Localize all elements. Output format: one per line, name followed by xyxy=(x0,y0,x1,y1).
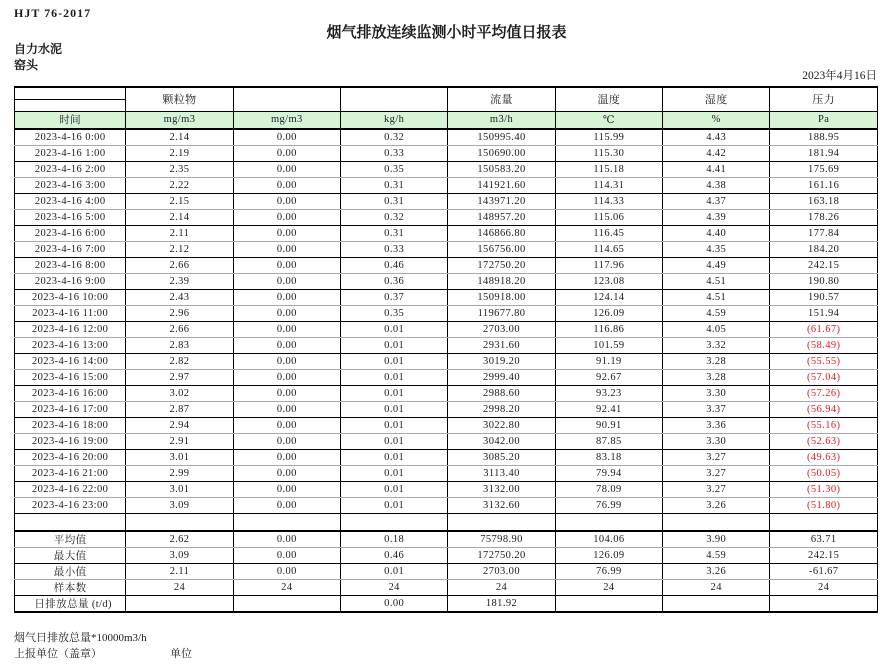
value-cell: 90.91 xyxy=(555,417,662,433)
value-cell: 4.40 xyxy=(663,225,770,241)
value-cell: 146866.80 xyxy=(448,225,555,241)
header-pressure: 压力 xyxy=(770,87,878,111)
value-cell: (57.04) xyxy=(770,369,878,385)
value-cell: (57.26) xyxy=(770,385,878,401)
table-row xyxy=(15,465,878,481)
value-cell: 2999.40 xyxy=(448,369,555,385)
summary-value: 63.71 xyxy=(770,531,878,548)
value-cell: 181.94 xyxy=(770,145,878,161)
value-cell: 114.31 xyxy=(555,177,662,193)
value-cell: (56.94) xyxy=(770,401,878,417)
value-cell: 92.67 xyxy=(555,369,662,385)
value-cell: (58.49) xyxy=(770,337,878,353)
value-cell: 175.69 xyxy=(770,161,878,177)
value-cell: 242.15 xyxy=(770,257,878,273)
table-row xyxy=(15,385,878,401)
value-cell: 3113.40 xyxy=(448,465,555,481)
time-cell: 2023-4-16 1:00 xyxy=(15,145,126,161)
unit-row xyxy=(15,111,878,129)
value-cell: (50.05) xyxy=(770,465,878,481)
time-cell: 2023-4-16 23:00 xyxy=(15,497,126,513)
value-cell: 2.14 xyxy=(126,129,233,145)
table-row xyxy=(15,337,878,353)
summary-value xyxy=(555,596,662,613)
value-cell: 0.00 xyxy=(233,481,340,497)
value-cell: 0.00 xyxy=(233,161,340,177)
value-cell: 2.11 xyxy=(126,225,233,241)
value-cell: 2.96 xyxy=(126,305,233,321)
company-name: 自力水泥 xyxy=(14,42,63,56)
value-cell: 115.18 xyxy=(555,161,662,177)
value-cell: 4.41 xyxy=(663,161,770,177)
time-cell: 2023-4-16 11:00 xyxy=(15,305,126,321)
summary-value: 75798.90 xyxy=(448,531,555,548)
summary-value: 24 xyxy=(770,580,878,596)
unit-mg-m3-1: mg/m3 xyxy=(126,111,233,129)
header-flow: 流量 xyxy=(448,87,555,111)
header-humidity: 湿度 xyxy=(663,87,770,111)
value-cell: 163.18 xyxy=(770,193,878,209)
value-cell: 150583.20 xyxy=(448,161,555,177)
summary-value: 0.01 xyxy=(341,564,448,580)
table-row xyxy=(15,129,878,145)
unit-percent: % xyxy=(663,111,770,129)
time-cell: 2023-4-16 6:00 xyxy=(15,225,126,241)
value-cell: 2931.60 xyxy=(448,337,555,353)
header-blank-top xyxy=(15,87,126,99)
value-cell: (52.63) xyxy=(770,433,878,449)
value-cell: 3.30 xyxy=(663,385,770,401)
time-cell: 2023-4-16 17:00 xyxy=(15,401,126,417)
value-cell: 2.94 xyxy=(126,417,233,433)
time-cell: 2023-4-16 18:00 xyxy=(15,417,126,433)
value-cell: 93.23 xyxy=(555,385,662,401)
value-cell: 190.57 xyxy=(770,289,878,305)
value-cell: 87.85 xyxy=(555,433,662,449)
summary-value: 4.59 xyxy=(663,548,770,564)
time-cell: 2023-4-16 9:00 xyxy=(15,273,126,289)
table-row xyxy=(15,433,878,449)
value-cell: 148918.20 xyxy=(448,273,555,289)
value-cell: 148957.20 xyxy=(448,209,555,225)
value-cell: 3022.80 xyxy=(448,417,555,433)
value-cell: 83.18 xyxy=(555,449,662,465)
value-cell: 124.14 xyxy=(555,289,662,305)
value-cell: 101.59 xyxy=(555,337,662,353)
doc-code: HJT 76-2017 xyxy=(14,6,92,20)
value-cell: 190.80 xyxy=(770,273,878,289)
value-cell: 0.01 xyxy=(341,337,448,353)
value-cell: 4.35 xyxy=(663,241,770,257)
value-cell: 2988.60 xyxy=(448,385,555,401)
value-cell: 76.99 xyxy=(555,497,662,513)
time-cell: 2023-4-16 21:00 xyxy=(15,465,126,481)
value-cell: 0.35 xyxy=(341,161,448,177)
value-cell: 3.02 xyxy=(126,385,233,401)
value-cell: 184.20 xyxy=(770,241,878,257)
report-unit-label: 上报单位（盖章） xyxy=(14,648,102,660)
value-cell: 0.31 xyxy=(341,225,448,241)
value-cell: 2.14 xyxy=(126,209,233,225)
summary-row xyxy=(15,548,878,564)
header-blank-bottom xyxy=(15,99,126,111)
summary-value: 0.18 xyxy=(341,531,448,548)
time-cell: 2023-4-16 5:00 xyxy=(15,209,126,225)
value-cell: 3019.20 xyxy=(448,353,555,369)
value-cell: (61.67) xyxy=(770,321,878,337)
value-cell: 126.09 xyxy=(555,305,662,321)
summary-label: 最小值 xyxy=(15,564,126,580)
summary-value: 3.09 xyxy=(126,548,233,564)
report-table xyxy=(14,86,878,613)
value-cell: 3.26 xyxy=(663,497,770,513)
table-row xyxy=(15,417,878,433)
value-cell: 0.00 xyxy=(233,209,340,225)
value-cell: 151.94 xyxy=(770,305,878,321)
summary-row xyxy=(15,580,878,596)
value-cell: 0.00 xyxy=(233,497,340,513)
summary-value: 0.00 xyxy=(233,564,340,580)
summary-value xyxy=(663,596,770,613)
summary-label: 样本数 xyxy=(15,580,126,596)
summary-value: 24 xyxy=(341,580,448,596)
summary-label: 最大值 xyxy=(15,548,126,564)
table-row xyxy=(15,241,878,257)
table-row xyxy=(15,225,878,241)
value-cell: 0.00 xyxy=(233,225,340,241)
time-cell: 2023-4-16 2:00 xyxy=(15,161,126,177)
value-cell: 3.09 xyxy=(126,497,233,513)
value-cell: 188.95 xyxy=(770,129,878,145)
value-cell: 0.32 xyxy=(341,129,448,145)
summary-value: 181.92 xyxy=(448,596,555,613)
value-cell: 3132.00 xyxy=(448,481,555,497)
value-cell: 2.43 xyxy=(126,289,233,305)
value-cell: 2.91 xyxy=(126,433,233,449)
value-cell: 2.83 xyxy=(126,337,233,353)
table-row xyxy=(15,209,878,225)
value-cell: 0.31 xyxy=(341,193,448,209)
station-name: 窑头 xyxy=(14,58,39,72)
value-cell: 143971.20 xyxy=(448,193,555,209)
value-cell: 3.28 xyxy=(663,369,770,385)
value-cell: 0.32 xyxy=(341,209,448,225)
value-cell: 3.30 xyxy=(663,433,770,449)
value-cell: 2.15 xyxy=(126,193,233,209)
time-cell: 2023-4-16 16:00 xyxy=(15,385,126,401)
value-cell: 4.42 xyxy=(663,145,770,161)
value-cell: 0.00 xyxy=(233,385,340,401)
value-cell: 150918.00 xyxy=(448,289,555,305)
value-cell: 0.00 xyxy=(233,449,340,465)
summary-value: 2703.00 xyxy=(448,564,555,580)
value-cell: 0.00 xyxy=(233,257,340,273)
table-row xyxy=(15,257,878,273)
value-cell: 4.37 xyxy=(663,193,770,209)
value-cell: 91.19 xyxy=(555,353,662,369)
value-cell: 115.06 xyxy=(555,209,662,225)
value-cell: 4.51 xyxy=(663,289,770,305)
value-cell: 0.01 xyxy=(341,369,448,385)
value-cell: 2.12 xyxy=(126,241,233,257)
time-cell: 2023-4-16 12:00 xyxy=(15,321,126,337)
summary-value: 242.15 xyxy=(770,548,878,564)
value-cell: 0.00 xyxy=(233,465,340,481)
value-cell: 119677.80 xyxy=(448,305,555,321)
value-cell: 2.82 xyxy=(126,353,233,369)
value-cell: 2.87 xyxy=(126,401,233,417)
value-cell: 3042.00 xyxy=(448,433,555,449)
value-cell: 0.00 xyxy=(233,321,340,337)
summary-value: 172750.20 xyxy=(448,548,555,564)
value-cell: 0.00 xyxy=(233,433,340,449)
value-cell: 116.86 xyxy=(555,321,662,337)
value-cell: 4.05 xyxy=(663,321,770,337)
value-cell: 2998.20 xyxy=(448,401,555,417)
unit-label: 单位 xyxy=(170,648,192,660)
value-cell: 3.27 xyxy=(663,449,770,465)
value-cell: 3.36 xyxy=(663,417,770,433)
value-cell: 79.94 xyxy=(555,465,662,481)
summary-value: 24 xyxy=(126,580,233,596)
value-cell: 0.01 xyxy=(341,433,448,449)
value-cell: 0.35 xyxy=(341,305,448,321)
value-cell: (49.63) xyxy=(770,449,878,465)
value-cell: 0.00 xyxy=(233,241,340,257)
value-cell: 0.01 xyxy=(341,497,448,513)
header-blank-col3 xyxy=(233,87,340,111)
summary-value: 0.46 xyxy=(341,548,448,564)
summary-value: 24 xyxy=(663,580,770,596)
value-cell: 0.00 xyxy=(233,145,340,161)
value-cell: (51.30) xyxy=(770,481,878,497)
time-cell: 2023-4-16 3:00 xyxy=(15,177,126,193)
value-cell: 0.00 xyxy=(233,337,340,353)
value-cell: 2.22 xyxy=(126,177,233,193)
value-cell: 0.37 xyxy=(341,289,448,305)
value-cell: 3.27 xyxy=(663,465,770,481)
value-cell: 3.01 xyxy=(126,481,233,497)
value-cell: 0.00 xyxy=(233,305,340,321)
summary-value: 24 xyxy=(233,580,340,596)
value-cell: 78.09 xyxy=(555,481,662,497)
value-cell: 2.66 xyxy=(126,321,233,337)
value-cell: 3.37 xyxy=(663,401,770,417)
value-cell: 0.01 xyxy=(341,401,448,417)
time-cell: 2023-4-16 4:00 xyxy=(15,193,126,209)
summary-value xyxy=(770,596,878,613)
header-particulate: 颗粒物 xyxy=(126,87,233,111)
summary-row xyxy=(15,531,878,548)
summary-value: 0.00 xyxy=(233,548,340,564)
value-cell: 123.08 xyxy=(555,273,662,289)
value-cell: 115.30 xyxy=(555,145,662,161)
value-cell: 3.32 xyxy=(663,337,770,353)
value-cell: 117.96 xyxy=(555,257,662,273)
table-row xyxy=(15,289,878,305)
value-cell: 2.99 xyxy=(126,465,233,481)
value-cell: 150995.40 xyxy=(448,129,555,145)
report-date: 2023年4月16日 xyxy=(802,70,877,82)
value-cell: 0.00 xyxy=(233,273,340,289)
value-cell: 156756.00 xyxy=(448,241,555,257)
time-cell: 2023-4-16 0:00 xyxy=(15,129,126,145)
value-cell: 141921.60 xyxy=(448,177,555,193)
value-cell: 0.01 xyxy=(341,417,448,433)
value-cell: 177.84 xyxy=(770,225,878,241)
value-cell: 0.36 xyxy=(341,273,448,289)
value-cell: 3.01 xyxy=(126,449,233,465)
summary-label: 日排放总量 (t/d) xyxy=(15,596,126,613)
table-row xyxy=(15,353,878,369)
value-cell: 0.00 xyxy=(233,369,340,385)
table-row xyxy=(15,193,878,209)
value-cell: 114.65 xyxy=(555,241,662,257)
value-cell: 4.39 xyxy=(663,209,770,225)
time-cell: 2023-4-16 22:00 xyxy=(15,481,126,497)
summary-value: 0.00 xyxy=(233,531,340,548)
time-cell: 2023-4-16 19:00 xyxy=(15,433,126,449)
value-cell: 0.31 xyxy=(341,177,448,193)
value-cell: 0.00 xyxy=(233,401,340,417)
header-blank-col4 xyxy=(341,87,448,111)
summary-value: 24 xyxy=(448,580,555,596)
table-row xyxy=(15,305,878,321)
page-title: 烟气排放连续监测小时平均值日报表 xyxy=(326,25,567,41)
value-cell: 4.49 xyxy=(663,257,770,273)
value-cell: 115.99 xyxy=(555,129,662,145)
value-cell: 0.00 xyxy=(233,193,340,209)
summary-value xyxy=(126,596,233,613)
unit-time: 时间 xyxy=(15,111,126,129)
table-row xyxy=(15,481,878,497)
value-cell: (55.55) xyxy=(770,353,878,369)
unit-kg-h: kg/h xyxy=(341,111,448,129)
value-cell: 0.00 xyxy=(233,129,340,145)
value-cell: 0.00 xyxy=(233,353,340,369)
group-header-row xyxy=(15,87,878,99)
value-cell: 116.45 xyxy=(555,225,662,241)
value-cell: 3085.20 xyxy=(448,449,555,465)
summary-value: 0.00 xyxy=(341,596,448,613)
time-cell: 2023-4-16 7:00 xyxy=(15,241,126,257)
value-cell: (55.16) xyxy=(770,417,878,433)
summary-value: 24 xyxy=(555,580,662,596)
summary-value xyxy=(233,596,340,613)
value-cell: 0.33 xyxy=(341,145,448,161)
value-cell: 3.27 xyxy=(663,481,770,497)
table-row xyxy=(15,369,878,385)
time-cell: 2023-4-16 10:00 xyxy=(15,289,126,305)
value-cell: 2.66 xyxy=(126,257,233,273)
value-cell: 114.33 xyxy=(555,193,662,209)
value-cell: (51.80) xyxy=(770,497,878,513)
footer-note: 烟气日排放总量*10000m3/h xyxy=(14,632,147,644)
value-cell: 150690.00 xyxy=(448,145,555,161)
time-cell: 2023-4-16 20:00 xyxy=(15,449,126,465)
value-cell: 0.01 xyxy=(341,449,448,465)
summary-value: -61.67 xyxy=(770,564,878,580)
summary-value: 104.06 xyxy=(555,531,662,548)
value-cell: 0.01 xyxy=(341,465,448,481)
value-cell: 4.38 xyxy=(663,177,770,193)
time-cell: 2023-4-16 13:00 xyxy=(15,337,126,353)
unit-m3-h: m3/h xyxy=(448,111,555,129)
table-row xyxy=(15,273,878,289)
summary-value: 2.62 xyxy=(126,531,233,548)
value-cell: 161.16 xyxy=(770,177,878,193)
value-cell: 172750.20 xyxy=(448,257,555,273)
value-cell: 2.19 xyxy=(126,145,233,161)
value-cell: 3.28 xyxy=(663,353,770,369)
value-cell: 0.01 xyxy=(341,481,448,497)
spacer-row xyxy=(15,513,878,531)
value-cell: 4.51 xyxy=(663,273,770,289)
value-cell: 0.33 xyxy=(341,241,448,257)
unit-mg-m3-2: mg/m3 xyxy=(233,111,340,129)
summary-value: 2.11 xyxy=(126,564,233,580)
summary-value: 3.26 xyxy=(663,564,770,580)
value-cell: 3132.60 xyxy=(448,497,555,513)
summary-row xyxy=(15,596,878,613)
header-temperature: 温度 xyxy=(555,87,662,111)
table-row xyxy=(15,401,878,417)
unit-celsius: ℃ xyxy=(555,111,662,129)
value-cell: 92.41 xyxy=(555,401,662,417)
table-row xyxy=(15,145,878,161)
value-cell: 2.39 xyxy=(126,273,233,289)
value-cell: 0.01 xyxy=(341,353,448,369)
value-cell: 0.00 xyxy=(233,289,340,305)
unit-pa: Pa xyxy=(770,111,878,129)
table-row xyxy=(15,161,878,177)
summary-value: 126.09 xyxy=(555,548,662,564)
time-cell: 2023-4-16 15:00 xyxy=(15,369,126,385)
value-cell: 178.26 xyxy=(770,209,878,225)
table-row xyxy=(15,497,878,513)
summary-value: 76.99 xyxy=(555,564,662,580)
table-row xyxy=(15,449,878,465)
table-row xyxy=(15,177,878,193)
value-cell: 2.97 xyxy=(126,369,233,385)
time-cell: 2023-4-16 8:00 xyxy=(15,257,126,273)
summary-label: 平均值 xyxy=(15,531,126,548)
value-cell: 2.35 xyxy=(126,161,233,177)
summary-row xyxy=(15,564,878,580)
time-cell: 2023-4-16 14:00 xyxy=(15,353,126,369)
summary-value: 3.90 xyxy=(663,531,770,548)
table-row xyxy=(15,321,878,337)
value-cell: 0.46 xyxy=(341,257,448,273)
value-cell: 0.01 xyxy=(341,385,448,401)
value-cell: 0.00 xyxy=(233,177,340,193)
value-cell: 4.43 xyxy=(663,129,770,145)
value-cell: 0.01 xyxy=(341,321,448,337)
value-cell: 4.59 xyxy=(663,305,770,321)
value-cell: 0.00 xyxy=(233,417,340,433)
value-cell: 2703.00 xyxy=(448,321,555,337)
